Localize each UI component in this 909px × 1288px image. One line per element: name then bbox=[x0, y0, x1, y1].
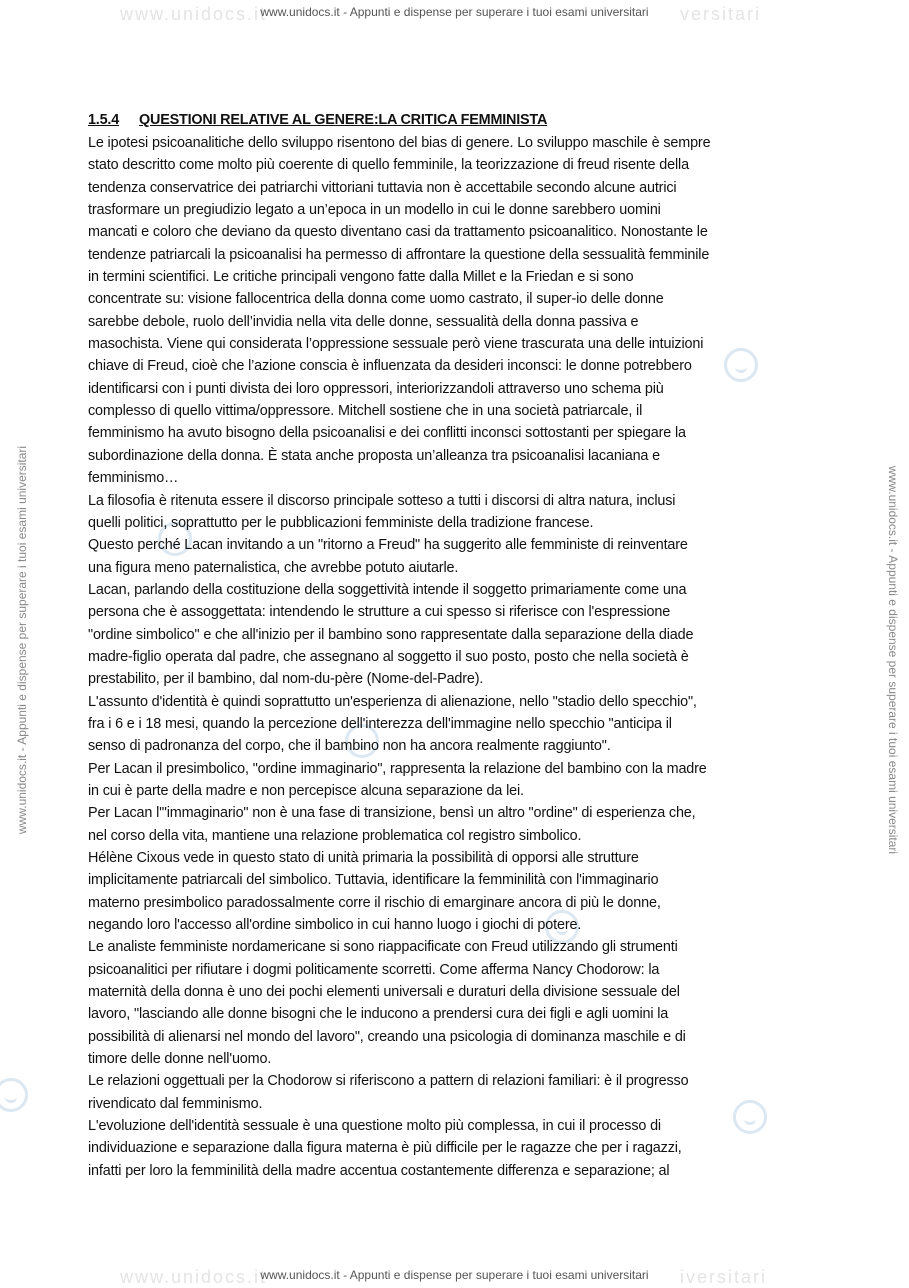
text-line: negando loro l'accesso all'ordine simbolico in cui hanno luogo i giochi di potere. bbox=[88, 917, 582, 934]
text-line: Le relazioni oggettuali per la Chodorow si riferiscono a pattern di relazioni familiari: è il progresso bbox=[88, 1073, 689, 1090]
text-line: Per Lacan l'"immaginario" non è una fase di transizione, bensì un altro "ordine" di esperienza che, bbox=[88, 805, 696, 822]
watermark-ghost-top-right: versitari bbox=[680, 4, 762, 24]
text-line: implicitamente patriarcali del simbolico. Tuttavia, identificare la femminilità con l'immaginario bbox=[88, 872, 659, 889]
text-line: identificarsi con i punti divista dei loro oppressori, interiorizzandoli attraverso uno schema più bbox=[88, 380, 664, 397]
text-line: possibilità di alienarsi nel mondo del lavoro", creando una psicologia di dominanza maschile e di bbox=[88, 1028, 686, 1045]
text-line: masochista. Viene qui considerata l’oppressione sessuale però viene trascurata una delle intuizioni bbox=[88, 336, 704, 353]
text-line: trasformare un pregiudizio legato a un’epoca in un modello in cui le donne sarebbero uomini bbox=[88, 202, 661, 219]
text-line: La filosofia è ritenuta essere il discorso principale sotteso a tutti i discorsi di altra natura, inclusi bbox=[88, 492, 676, 509]
side-banner-left: www.unidocs.it - Appunti e dispense per superare i tuoi esami universitari bbox=[15, 445, 29, 835]
text-line: complesso di quello vittima/oppressore. Mitchell sostiene che in una società patriarcale, il bbox=[88, 403, 643, 420]
watermark-ghost-bottom: www.unidocs.it bbox=[120, 1267, 268, 1287]
text-line: L'evoluzione dell'identità sessuale è una questione molto più complessa, in cui il processo di bbox=[88, 1118, 661, 1135]
text-line: Le ipotesi psicoanalitiche dello sviluppo risentono del bias di genere. Lo sviluppo maschile è sempre bbox=[88, 135, 711, 151]
text-line: una figura meno paternalistica, che avrebbe potuto aiutarle. bbox=[88, 559, 459, 576]
section-title: QUESTIONI RELATIVE AL GENERE:LA CRITICA FEMMINISTA bbox=[139, 112, 548, 128]
watermark-logo-icon bbox=[0, 1078, 28, 1112]
text-line: subordinazione della donna. È stata anche proposta un’alleanza tra psicoanalisi lacaniana e bbox=[88, 447, 660, 464]
text-line: prestabilito, per il bambino, dal nom-du-père (Nome-del-Padre). bbox=[88, 671, 484, 688]
text-line: chiave di Freud, cioè che l’azione conscia è influenzata da desideri inconsci: le donne potrebbero bbox=[88, 358, 692, 375]
text-line: nel corso della vita, mantiene una relazione problematica col registro simbolico. bbox=[88, 827, 582, 844]
text-line: psicoanalitici per rifiutare i dogmi politicamente scorretti. Come afferma Nancy Chodorow: la bbox=[88, 961, 660, 978]
text-line: Questo perché Lacan invitando a un "ritorno a Freud" ha suggerito alle femministe di reinventare bbox=[88, 537, 688, 554]
text-line: in cui è parte della madre e non percepisce alcuna separazione da lei. bbox=[88, 782, 524, 799]
watermark-ghost-bottom-right: iversitari bbox=[680, 1267, 768, 1287]
text-line: materno presimbolico paradossalmente corre il rischio di emarginare ancora di più le donne, bbox=[88, 894, 661, 911]
text-line: timore delle donne nell'uomo. bbox=[88, 1051, 272, 1068]
header-banner: www.unidocs.it - Appunti e dispense per superare i tuoi esami universitari bbox=[260, 5, 649, 19]
paragraph-lines bbox=[88, 132, 822, 1182]
text-line: Per Lacan il presimbolico, "ordine immaginario", rappresenta la relazione del bambino con la madre bbox=[88, 760, 707, 777]
text-line: persona che è assoggettata: intendendo le strutture a cui spesso si riferisce con l'espressione bbox=[88, 604, 671, 621]
watermark-ghost-top: www.unidocs.it bbox=[120, 4, 268, 24]
text-line: infatti per loro la femminilità della madre accentua costantemente differenza e separazione; al bbox=[88, 1162, 670, 1179]
text-line: femminismo… bbox=[88, 470, 179, 487]
side-banner-right: www.unidocs.it - Appunti e dispense per superare i tuoi esami universitari bbox=[886, 465, 900, 855]
text-line: stato descritto come molto più coerente di quello femminile, la teorizzazione di freud risente della bbox=[88, 157, 689, 174]
text-line: maternità della donna è uno dei pochi elementi universali e duraturi della divisione sessuale del bbox=[88, 984, 680, 1001]
text-line: quelli politici, soprattutto per le pubblicazioni femministe della tradizione francese. bbox=[88, 514, 594, 531]
text-line: madre-figlio operata dal padre, che assegnano al soggetto il suo posto, posto che nella società è bbox=[88, 648, 689, 665]
text-line: sarebbe debole, ruolo dell’invidia nella vita delle donne, sessualità della donna passiva e bbox=[88, 313, 639, 330]
text-line: fra i 6 e i 18 mesi, quando la percezione dell'interezza dell'immagine nello specchio "anticipa il bbox=[88, 715, 672, 732]
text-line: femminismo ha avuto bisogno della psicoanalisi e dei conflitti inconsci sottostanti per spiegare la bbox=[88, 425, 686, 442]
text-line: Hélène Cixous vede in questo stato di unità primaria la possibilità di opporsi alle strutture bbox=[88, 850, 639, 866]
text-line: individuazione e separazione dalla figura materna è più difficile per le ragazze che per i ragazzi, bbox=[88, 1140, 682, 1157]
text-line: in termini scientifici. Le critiche principali vengono fatte dalla Millet e la Friedan e si sono bbox=[88, 269, 634, 286]
footer-banner: www.unidocs.it - Appunti e dispense per superare i tuoi esami universitari bbox=[260, 1268, 649, 1282]
section-heading bbox=[88, 111, 822, 129]
document-body bbox=[88, 111, 822, 1182]
text-line: Lacan, parlando della costituzione della soggettività intende il soggetto primariamente come una bbox=[88, 581, 687, 598]
text-line: senso di padronanza del corpo, che il bambino non ha ancora realmente raggiunto". bbox=[88, 738, 611, 755]
text-line: Le analiste femministe nordamericane si sono riappacificate con Freud utilizzando gli strumenti bbox=[88, 939, 678, 956]
text-line: concentrate su: visione fallocentrica della donna come uomo castrato, il super-io delle donne bbox=[88, 291, 664, 308]
section-number: 1.5.4 bbox=[88, 112, 120, 128]
text-line: "ordine simbolico" e che all'inizio per il bambino sono rappresentate dalla separazione della diade bbox=[88, 626, 694, 643]
text-line: lavoro, "lasciando alle donne bisogni che le inducono a prendersi cura dei figli e agli uomini la bbox=[88, 1006, 669, 1023]
text-line: L'assunto d'identità è quindi soprattutto un'esperienza di alienazione, nello "stadio dello specchio", bbox=[88, 693, 697, 710]
text-line: tendenza conservatrice dei patriarchi vittoriani tuttavia non è accettabile secondo alcune autrici bbox=[88, 179, 677, 196]
text-line: rivendicato dal femminismo. bbox=[88, 1095, 263, 1112]
text-line: mancati e coloro che deviano da questo diventano casi da trattamento psicoanalitico. Nonostante le bbox=[88, 224, 708, 241]
text-line: tendenze patriarcali la psicoanalisi ha permesso di affrontare la questione della sessualità femminile bbox=[88, 246, 710, 263]
